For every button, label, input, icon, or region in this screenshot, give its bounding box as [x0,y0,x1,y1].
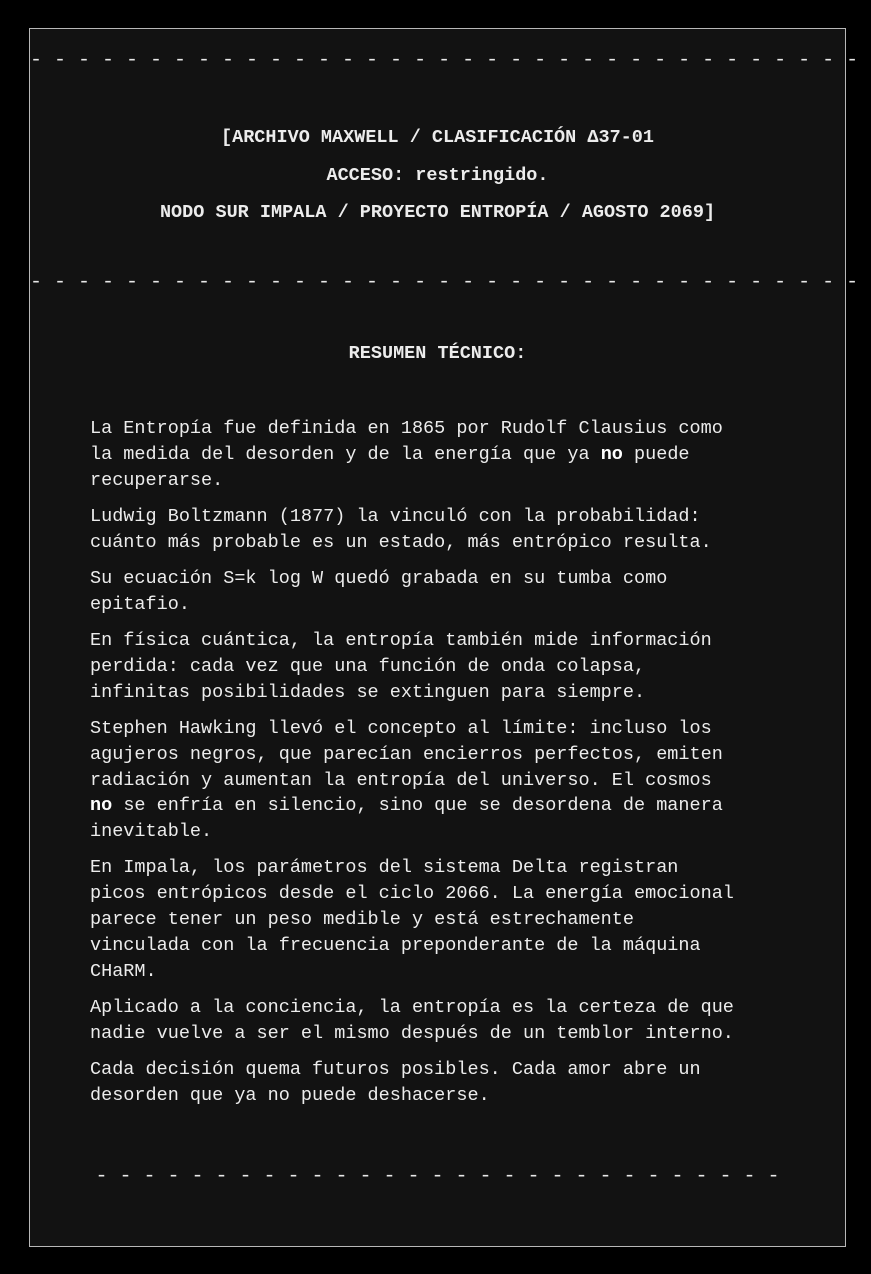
document-frame [29,28,859,1247]
paragraph-text: puede recuperarse. [90,443,690,491]
header-access-line: ACCESO: restringido. [326,164,549,186]
emphasis-no: no [90,795,113,817]
paragraph-boltzmann: Ludwig Boltzmann (1877) la vinculó con la probabilidad: cuánto más probable es un estado, más entrópico resulta. [90,505,712,553]
header-node-line: NODO SUR IMPALA / PROYECTO ENTROPÍA / AGOSTO 2069] [159,202,716,223]
separator-top: - - - - - - - - - - - - - - - - - - - - - - - - - - - - - - - - - - - [30,49,859,72]
emphasis-no: no [600,443,623,465]
header-classification-line: [ARCHIVO MAXWELL / CLASIFICACIÓN Δ37-01 [221,127,654,148]
paragraph-equation: Su ecuación S=k log W quedó grabada en su tumba como epitafio. [90,567,668,615]
document-body [90,416,810,1119]
paragraph-hawking [90,716,810,845]
paragraph-quantum: En física cuántica, la entropía también mide información perdida: cada vez que una función de onda colapsa, infinitas posibilidades se extinguen para siempre. [90,630,712,703]
archive-header [30,119,845,232]
separator-middle: - - - - - - - - - - - - - - - - - - - - - - - - - - - - - - - - - - - [30,271,859,294]
paragraph-clausius [90,416,810,493]
section-title: RESUMEN TÉCNICO: [348,343,527,364]
paragraph-text: se enfría en silencio, sino que se desordena de manera inevitable. [90,795,723,843]
paragraph-decision: Cada decisión quema futuros posibles. Cada amor abre un desorden que ya no puede deshacerse. [90,1059,701,1106]
paragraph-text: Stephen Hawking llevó el concepto al límite: incluso los agujeros negros, que parecían encierros perfectos, emiten radiación y aumentan la entropía del universo. El cosmos [90,717,723,791]
paragraph-consciousness: Aplicado a la conciencia, la entropía es la certeza de que nadie vuelve a ser el mismo después de un temblor interno. [90,996,734,1044]
paragraph-impala: En Impala, los parámetros del sistema Delta registran picos entrópicos desde el ciclo 2066. La energía emocional parece tener un peso medible y está estrechamente vinculada con la frecuencia preponderante de la máquina CHaRM. [90,857,734,982]
separator-bottom: - - - - - - - - - - - - - - - - - - - - - - - - - - - - - [95,1165,780,1188]
paragraph-text: La Entropía fue definida en 1865 por Rudolf Clausius como la medida del desorden y de la energía que ya [90,418,723,465]
